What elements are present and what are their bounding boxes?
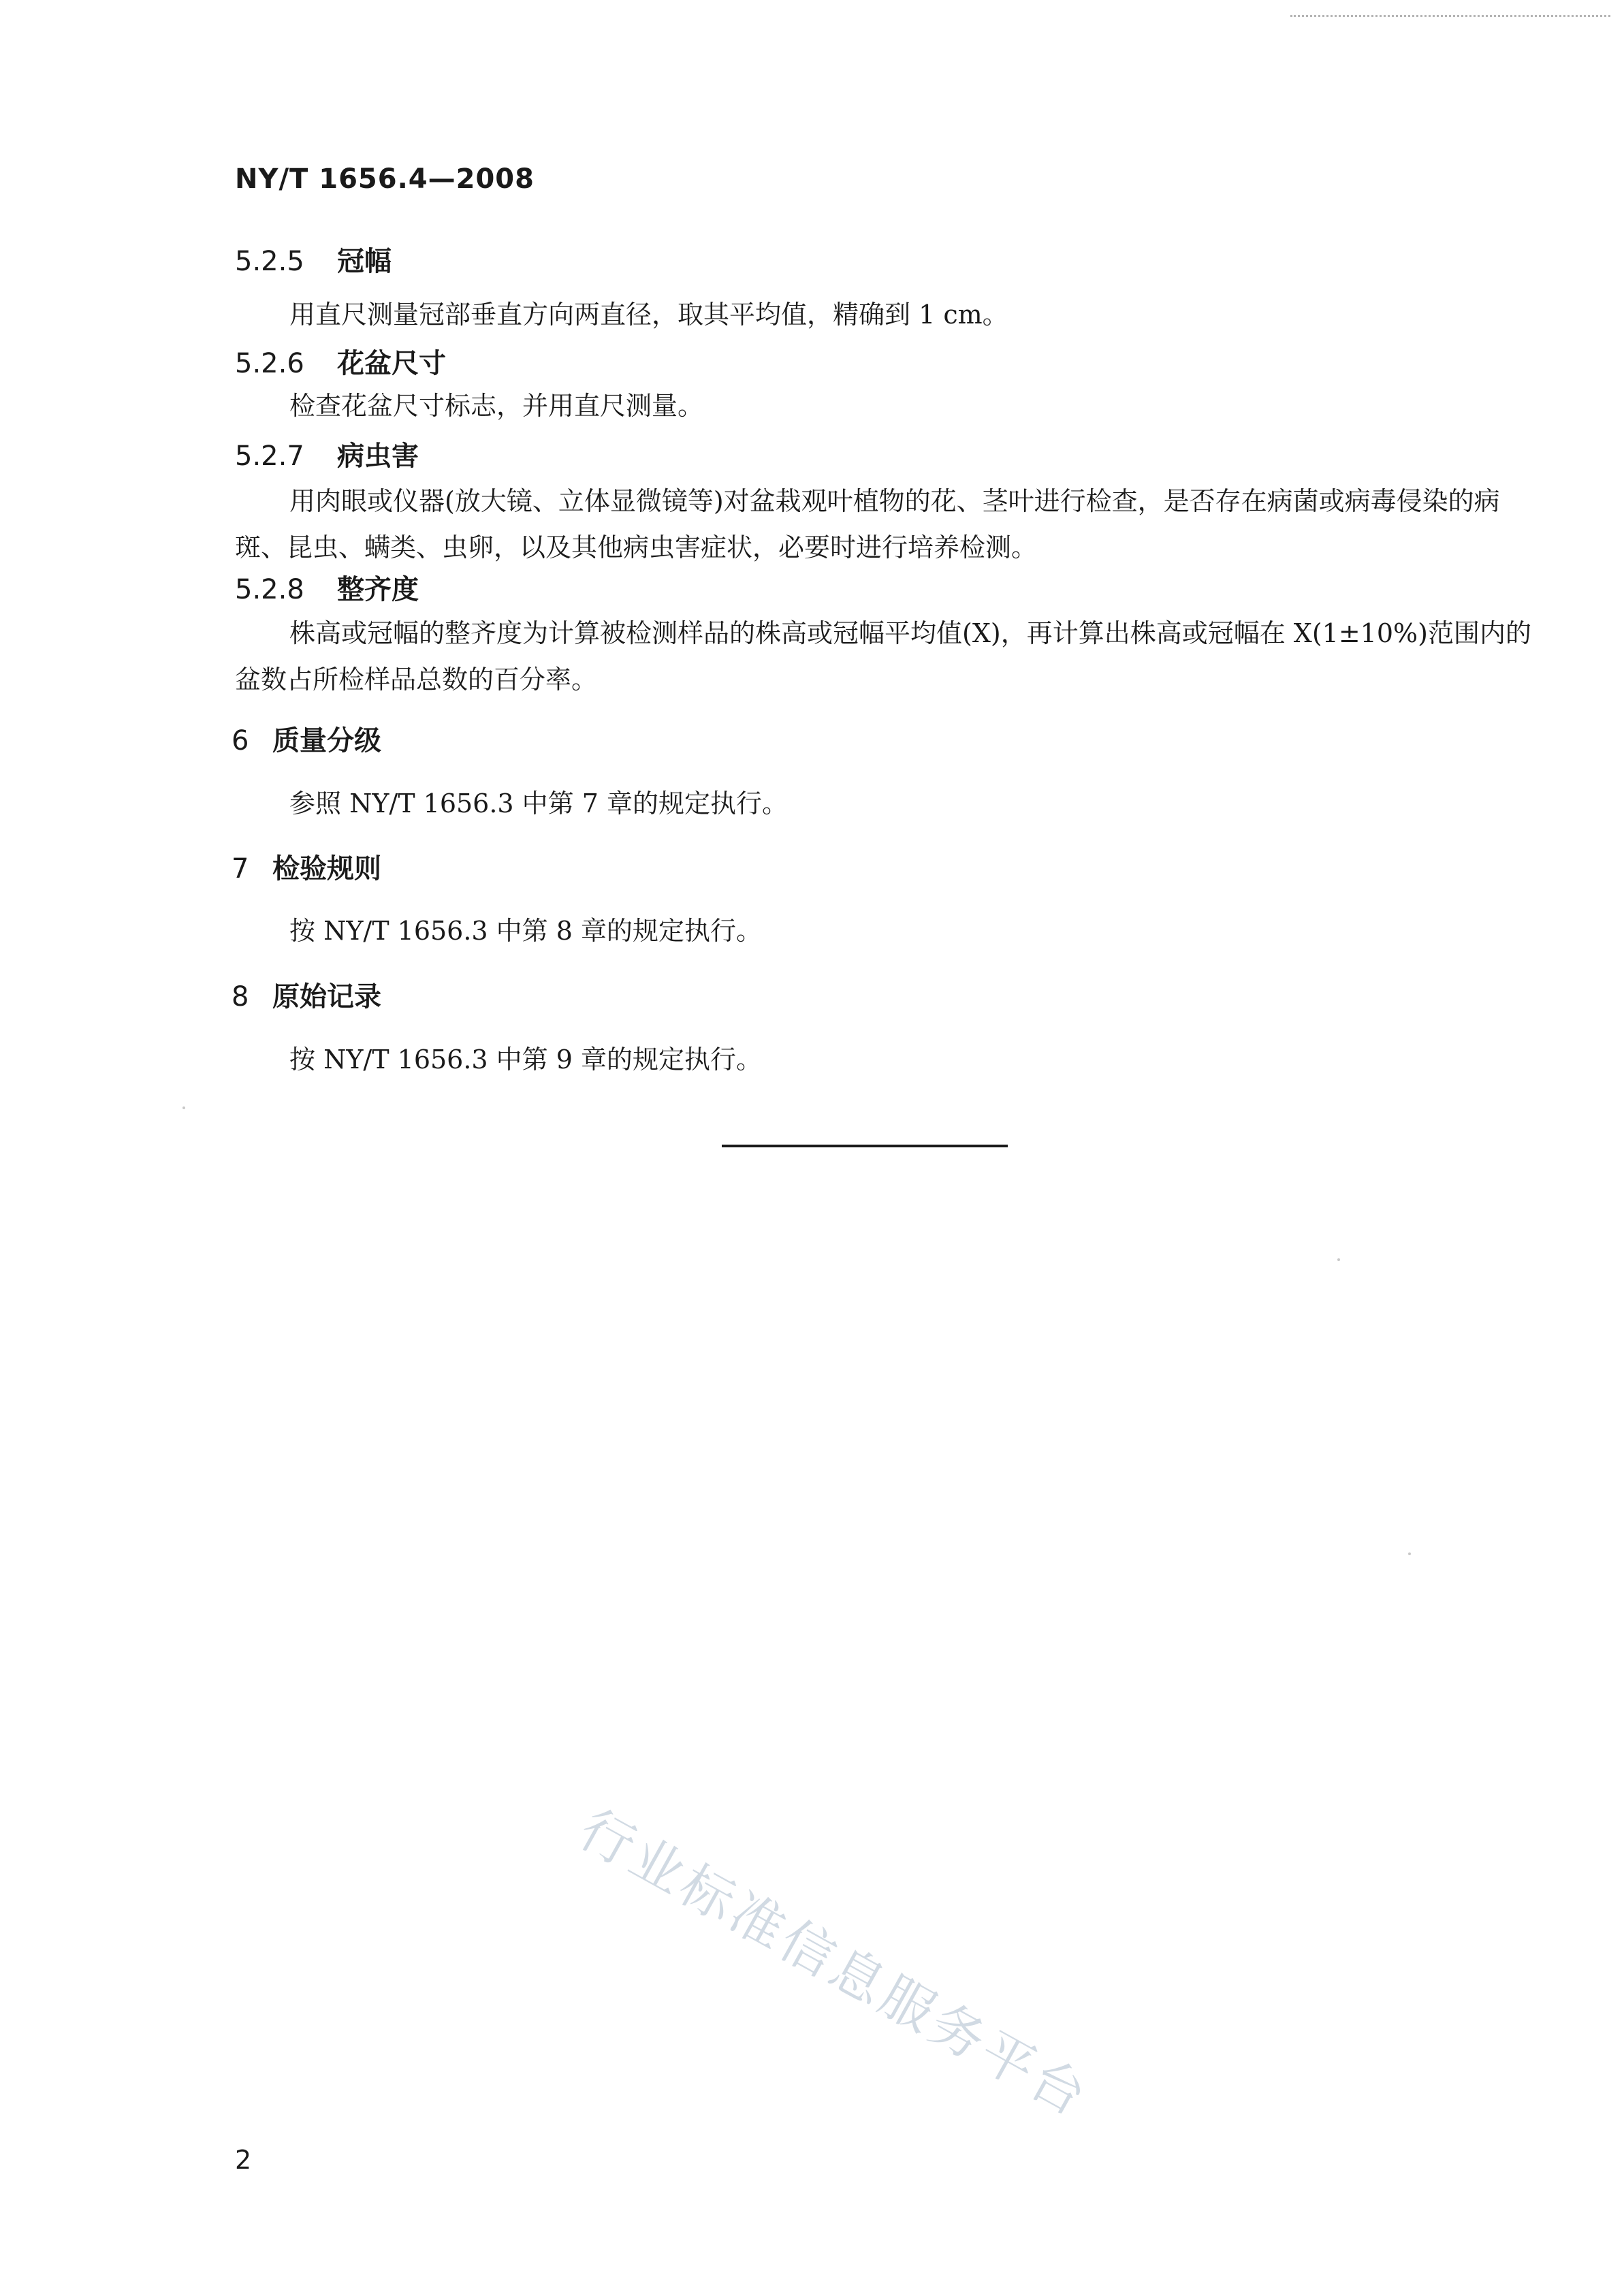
subsection-number: 5.2.6: [235, 348, 304, 379]
page-number: 2: [235, 2145, 252, 2175]
subsection-title: 冠幅: [337, 246, 392, 277]
paragraph-section-7: 按 NY/T 1656.3 中第 8 章的规定执行。: [289, 916, 763, 946]
end-of-text-rule: [722, 1145, 1008, 1147]
paragraph-5-2-8: 株高或冠幅的整齐度为计算被检测样品的株高或冠幅平均值(X)，再计算出株高或冠幅在 X(1±10%)范围内的盆数占所检样品总数的百分率。: [235, 618, 1531, 695]
subsection-heading-5-2-5: [235, 240, 392, 278]
section-heading-6: [232, 719, 381, 758]
scan-speck: [1408, 1552, 1411, 1555]
subsection-number: 5.2.5: [235, 246, 304, 277]
section-number: 6: [232, 725, 249, 756]
svg-text:行业标准信息服务平台: 行业标准信息服务平台: [569, 1798, 1100, 2130]
subsection-title: 花盆尺寸: [337, 348, 446, 379]
section-number: 8: [232, 981, 249, 1013]
section-heading-8: [232, 975, 381, 1014]
subsection-number: 5.2.7: [235, 441, 304, 472]
section-title: 原始记录: [272, 981, 381, 1013]
paragraph-5-2-6: 检查花盆尺寸标志，并用直尺测量。: [289, 391, 704, 421]
subsection-heading-5-2-6: [235, 342, 446, 381]
paragraph-5-2-7: 用肉眼或仪器(放大镜、立体显微镜等)对盆栽观叶植物的花、茎叶进行检查，是否存在病菌或病毒侵染的病斑、昆虫、螨类、虫卵，以及其他病虫害症状，必要时进行培养检测。: [235, 486, 1500, 562]
subsection-heading-5-2-7: [235, 434, 419, 473]
section-title: 检验规则: [272, 853, 381, 885]
paragraph-section-6: 参照 NY/T 1656.3 中第 7 章的规定执行。: [289, 788, 789, 818]
document-id: NY/T 1656.4—2008: [235, 163, 535, 195]
subsection-title: 整齐度: [337, 574, 419, 605]
paragraph-5-2-5: 用直尺测量冠部垂直方向两直径，取其平均值，精确到 1 cm。: [289, 300, 1008, 330]
paragraph-section-8: 按 NY/T 1656.3 中第 9 章的规定执行。: [289, 1045, 763, 1074]
scan-top-edge-line: [1290, 15, 1610, 17]
scan-speck: [1337, 1258, 1340, 1261]
section-title: 质量分级: [272, 725, 381, 756]
subsection-number: 5.2.8: [235, 574, 304, 605]
section-number: 7: [232, 853, 249, 885]
subsection-heading-5-2-8: [235, 568, 419, 607]
watermark-image: [560, 1784, 1111, 2139]
subsection-title: 病虫害: [337, 441, 419, 472]
scan-speck: [182, 1106, 185, 1109]
section-heading-7: [232, 847, 381, 886]
